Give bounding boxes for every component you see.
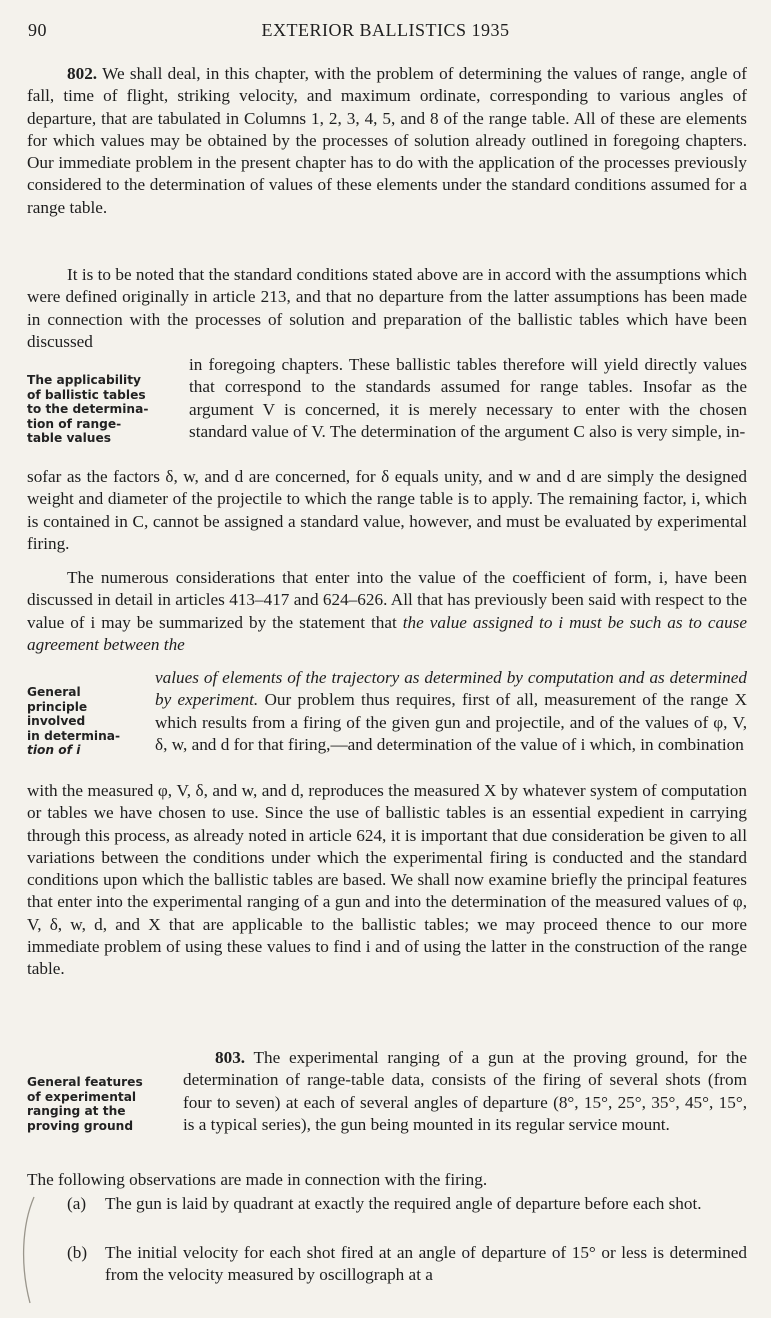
paragraph-factors [27,466,747,555]
page-number: 90 [28,20,47,40]
paragraph-standard-conditions [27,264,747,353]
list-label: (b) [67,1243,88,1262]
list-label: (a) [67,1194,87,1213]
sidenote-general-features: General features of experimental ranging at the proving ground [27,1075,143,1133]
list-text: The gun is laid by quadrant at exactly the required angle of departure before each shot. [105,1194,702,1213]
paragraph-text: The following observations are made in connection with the firing. [27,1170,488,1189]
paragraph-measured-values [27,780,747,981]
italic-statement: values of elements of the trajectory as determined by computation and as determined by experiment. [155,668,747,710]
paragraph-text: in foregoing chapters. These ballistic tables therefore will yield directly values that correspond to the standards assumed for range tables. Insofar as the argument V is concerned, it is merely necessary to enter with the chosen standard value of V. The determination of the argument C also is very simple, in- [189,355,747,441]
list-text: The initial velocity for each shot fired at an angle of departure of 15° or less is determined from the velocity measured by oscillograph at a [105,1243,747,1285]
paragraph-text: The experimental ranging of a gun at the proving ground, for the determination of range-table data, consists of the firing of several shots (from four to seven) at each of several angles of departure (8°, 15°, 25°, 35°, 45°, 15°, is a typical series), the gun being mounted in its regular service mount. [183,1048,747,1134]
paragraph-text: Our problem thus requires, first of all, measurement of the range X which results from a firing of the given gun and projectile, and of the values of φ, V, δ, w, and d for that firing,—and determination of the value of i which, in combination [155,690,747,754]
section-number: 802. [67,64,98,83]
paragraph-text: with the measured φ, V, δ, and w, and d, reproduces the measured X by whatever system of computation or tables we have chosen to use. Since the use of ballistic tables is an essential expedient in carrying through this process, as already noted in article 624, it is important that due consideration be given to all variations between the conditions under which the experimental firing is conducted and the standard conditions upon which the ballistic tables are based. We shall now examine briefly the principal features that enter into the experimental ranging of a gun and into the determination of the measured values of φ, V, δ, w, d, and X that are applicable to the ballistic tables; we may proceed thence to our more immediate problem of using these values to find i and of using the latter in the construction of the range table. [27,781,747,979]
paragraph-802 [27,63,747,219]
sidenote-applicability: The applicability of ballistic tables to the determina- tion of range- table values [27,373,149,446]
paragraph-text: We shall deal, in this chapter, with the problem of determining the values of range, angle of fall, time of flight, striking velocity, and maximum ordinate, corresponding to various angles of departure, that are tabulated in Columns 1, 2, 3, 4, 5, and 8 of the range table. All of these are elements for which values may be obtained by the processes of solution already outlined in foregoing chapters. Our immediate problem in the present chapter has to do with the application of the processes previously considered to the determination of values of these elements under the standard conditions assumed for a range table. [27,64,747,217]
pencil-bracket-mark [16,1195,36,1305]
sidenote-general-principle: General principle involved in determina- tion of i [27,685,121,758]
paragraph-803 [183,1047,747,1136]
list-item-a [67,1193,747,1215]
running-header [0,14,771,44]
paragraph-coefficient-of-form [27,567,747,656]
paragraph-observations [27,1169,747,1191]
paragraph-text: The numerous considerations that enter into the value of the coefficient of form, i, have been discussed in detail in articles 413–417 and 624–626. All that has previously been said with respect to the value of i may be summarized by the statement that [27,568,747,632]
running-title: EXTERIOR BALLISTICS 1935 [261,20,510,40]
list-item-b [67,1242,747,1287]
section-number: 803. [215,1048,246,1067]
paragraph-narrow-ballistic-tables [189,354,747,443]
paragraph-narrow-measurement [155,667,747,756]
paragraph-text: sofar as the factors δ, w, and d are concerned, for δ equals unity, and w and d are simply the designed weight and diameter of the projectile to which the range table is to apply. The remaining factor, i, which is contained in C, cannot be assigned a standard value, however, and must be evaluated by experimental firing. [27,467,747,553]
italic-statement: the value assigned to i must be such as to cause agreement between the [27,612,748,654]
paragraph-text: It is to be noted that the standard conditions stated above are in accord with the assumptions which were defined originally in article 213, and that no departure from the latter assumptions has been made in connection with the processes of solution and preparation of the ballistic tables which have been discussed [27,265,747,351]
